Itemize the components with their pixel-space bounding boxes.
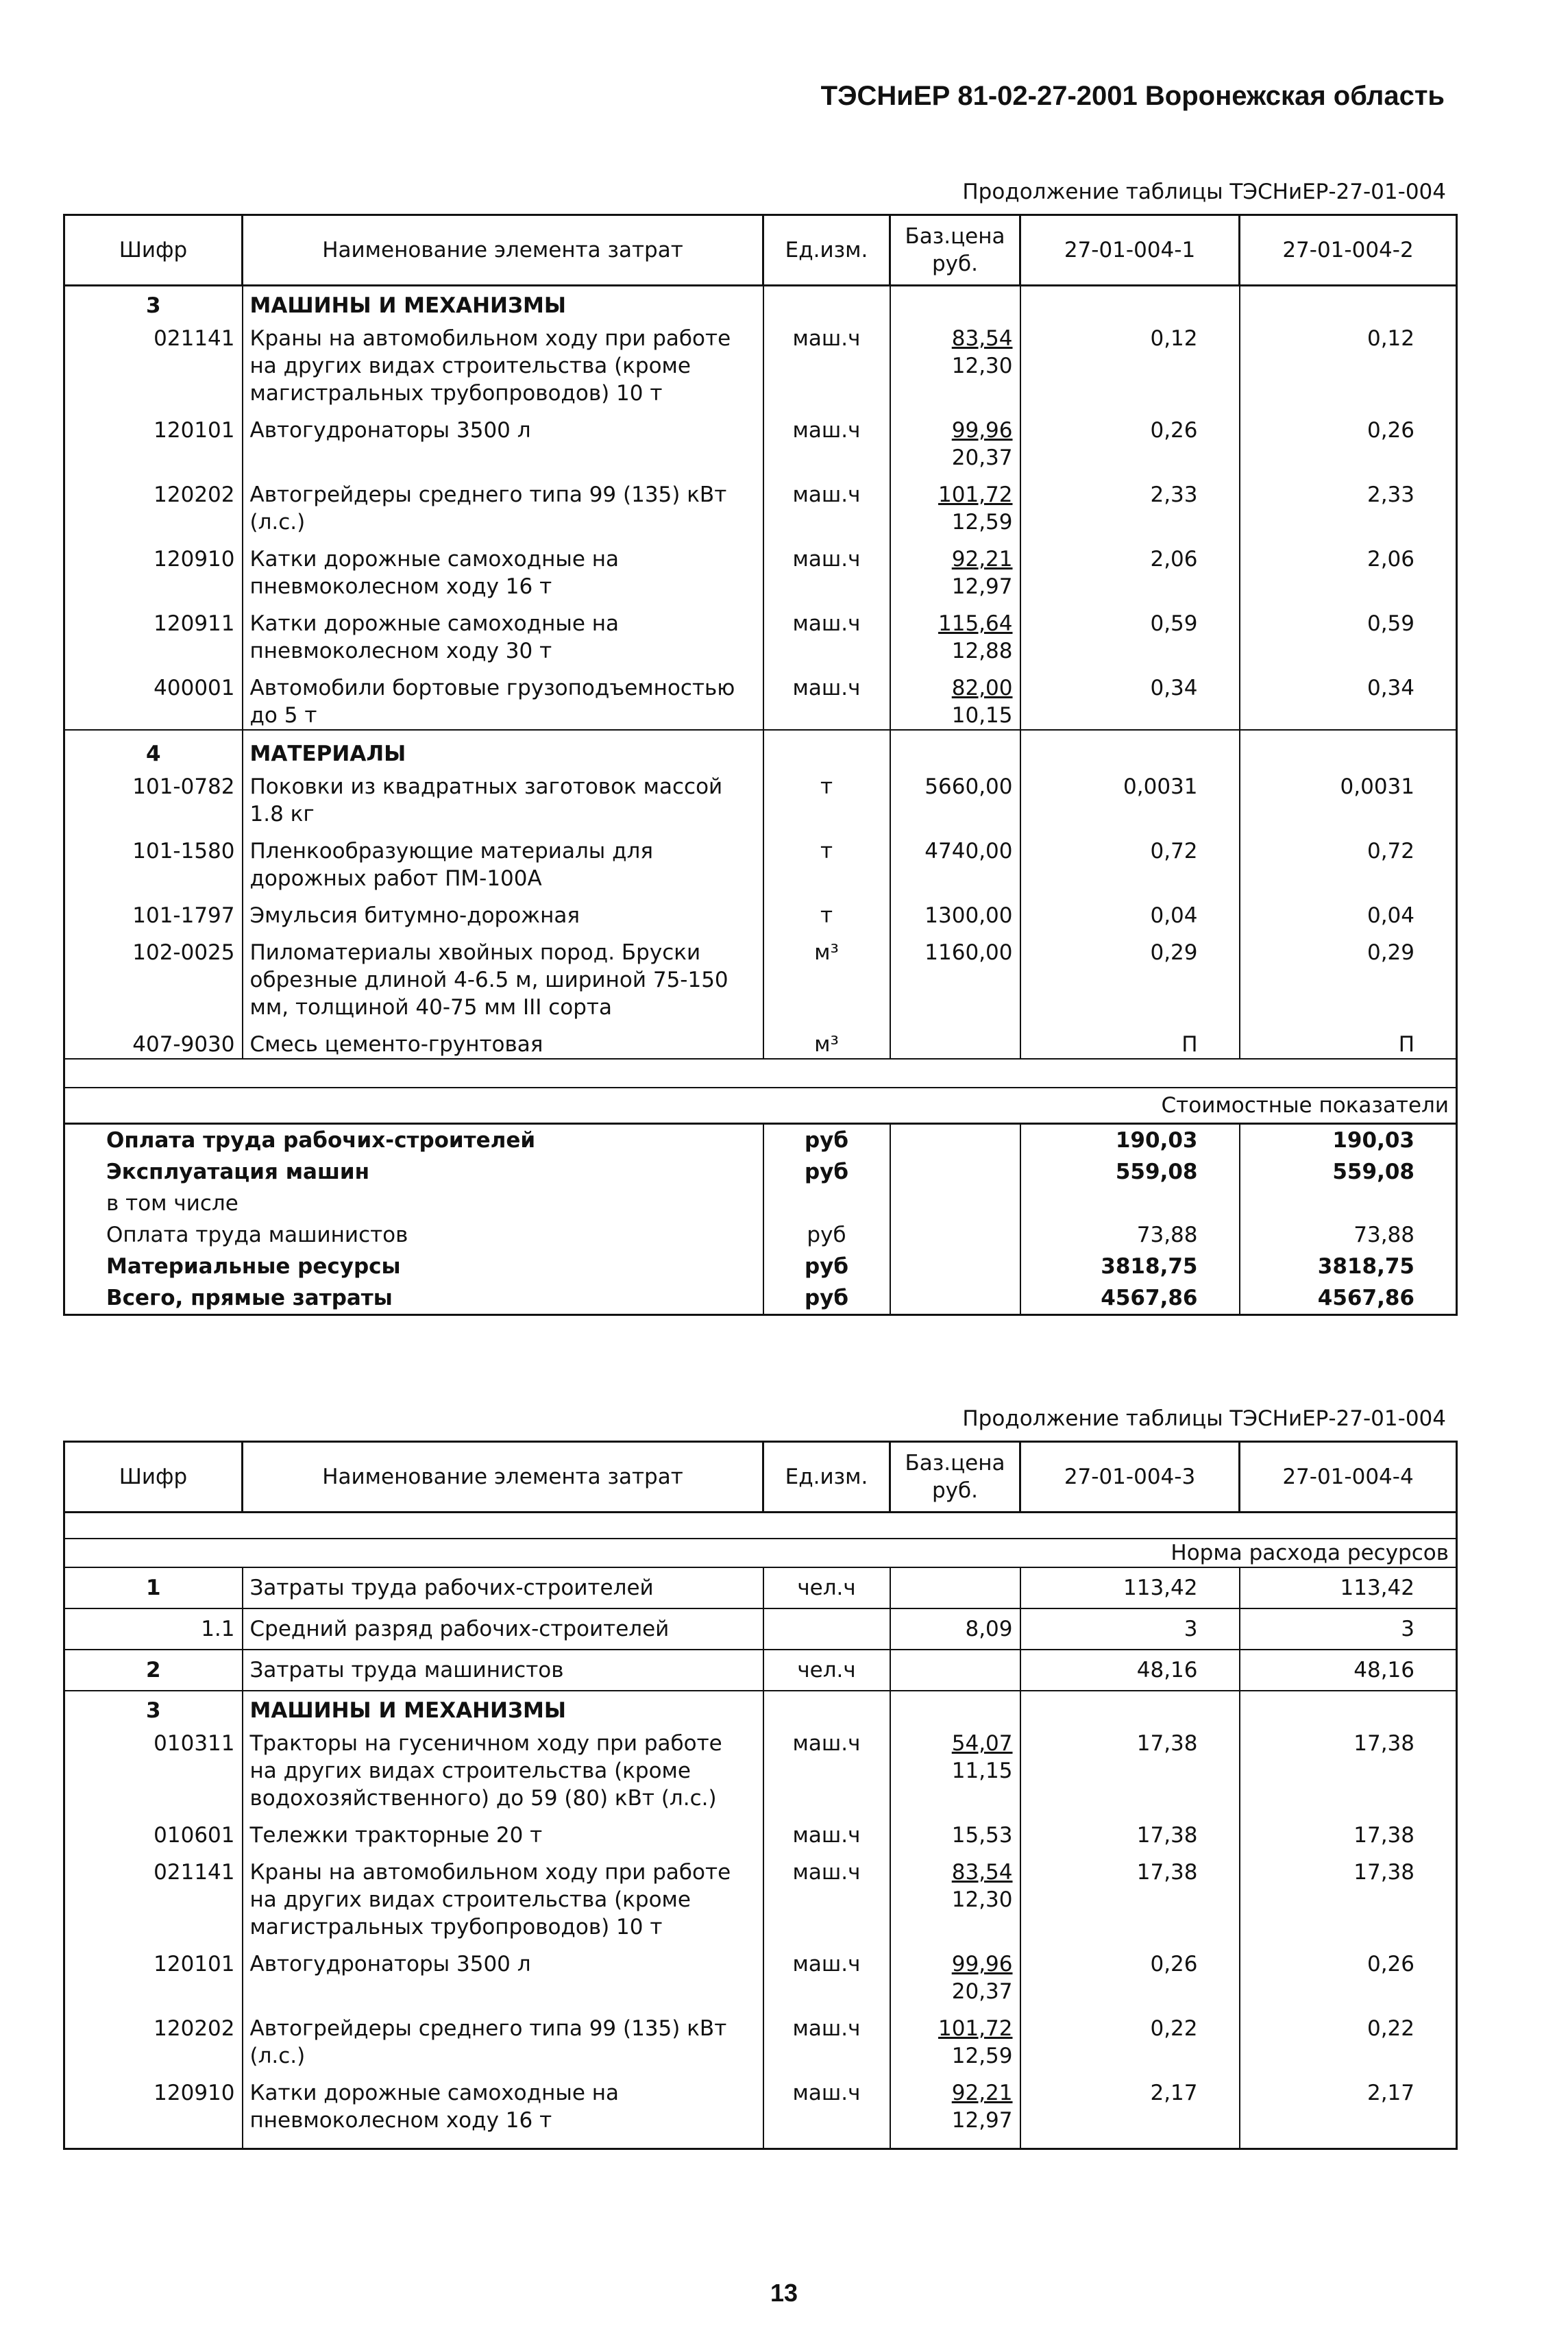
empty-cell — [1240, 286, 1457, 320]
row-unit: м³ — [763, 929, 890, 1021]
table-row — [64, 1812, 1457, 1849]
operator-wage: 12,97 — [951, 574, 1013, 599]
base-price: 83,54 — [951, 326, 1013, 351]
cost-value-a: 4567,86 — [1020, 1282, 1240, 1315]
section-code: 3 — [64, 286, 243, 320]
section-row — [64, 1691, 1457, 1724]
row-value-a: 0,34 — [1020, 665, 1240, 730]
row-value-b: 0,29 — [1240, 929, 1457, 1021]
row-price — [890, 1650, 1020, 1691]
section-title: МАШИНЫ И МЕХАНИЗМЫ — [243, 286, 763, 320]
row-value-b: 17,38 — [1240, 1812, 1457, 1849]
empty-cell — [763, 1691, 890, 1724]
section-row — [64, 286, 1457, 320]
table-row — [64, 665, 1457, 730]
cost-unit — [763, 1188, 890, 1219]
table-row — [64, 768, 1457, 828]
base-price-cell — [890, 1812, 1020, 1849]
col-unit-header: Ед.изм. — [763, 1442, 890, 1513]
row-name: Средний разряд рабочих-строителей — [243, 1608, 763, 1650]
cost-row — [64, 1282, 1457, 1315]
document-header: ТЭСНиЕР 81-02-27-2001 Воронежская область — [820, 81, 1445, 111]
table-row — [64, 929, 1457, 1021]
col-a-header: 27-01-004-1 — [1020, 215, 1240, 286]
table2-caption: Продолжение таблицы ТЭСНиЕР-27-01-004 — [962, 1406, 1446, 1431]
row-unit: т — [763, 828, 890, 892]
empty-cell — [243, 2134, 763, 2149]
row-name: Тележки тракторные 20 т — [243, 1812, 763, 1849]
col-name-header: Наименование элемента затрат — [243, 215, 763, 286]
row-name: Затраты труда рабочих-строителей — [243, 1567, 763, 1608]
row-value-b: 0,04 — [1240, 892, 1457, 929]
section-code: 3 — [64, 1691, 243, 1724]
row-name: Катки дорожные самоходные на пневмоколесном ходу 30 т — [243, 600, 763, 665]
base-price-cell — [890, 1849, 1020, 1941]
row-price: 8,09 — [890, 1608, 1020, 1650]
table-row — [64, 1941, 1457, 2005]
base-price: 1160,00 — [924, 940, 1013, 965]
row-value-b: 0,26 — [1240, 1941, 1457, 2005]
row-value-b: 0,22 — [1240, 2005, 1457, 2070]
labor-row — [64, 1650, 1457, 1691]
base-price: 99,96 — [951, 1952, 1013, 1976]
row-name: Пленкообразующие материалы для дорожных работ ПМ-100А — [243, 828, 763, 892]
norm-header: Норма расхода ресурсов — [64, 1539, 1457, 1567]
row-code: 120910 — [64, 2070, 243, 2134]
empty-cell — [890, 1251, 1020, 1282]
empty-cell — [763, 2134, 890, 2149]
base-price-cell — [890, 472, 1020, 536]
section-title: МАТЕРИАЛЫ — [243, 730, 763, 768]
row-value-b: 17,38 — [1240, 1724, 1457, 1812]
row-unit: маш.ч — [763, 665, 890, 730]
row-code: 407-9030 — [64, 1021, 243, 1059]
base-price-cell — [890, 1724, 1020, 1812]
cost-header: Стоимостные показатели — [64, 1088, 1457, 1124]
cost-value-b: 73,88 — [1240, 1219, 1457, 1251]
row-value-a: 0,72 — [1020, 828, 1240, 892]
row-unit: маш.ч — [763, 2070, 890, 2134]
row-value-a: П — [1020, 1021, 1240, 1059]
empty-cell — [1020, 1691, 1240, 1724]
row-value-a: 0,12 — [1020, 319, 1240, 407]
cost-unit: руб — [763, 1219, 890, 1251]
labor-row — [64, 1608, 1457, 1650]
operator-wage: 12,30 — [951, 1887, 1013, 1912]
row-value-a: 113,42 — [1020, 1567, 1240, 1608]
row-value-a: 17,38 — [1020, 1724, 1240, 1812]
row-value-b: 0,72 — [1240, 828, 1457, 892]
row-name: Смесь цементо-грунтовая — [243, 1021, 763, 1059]
empty-cell — [763, 730, 890, 768]
row-name: Тракторы на гусеничном ходу при работе на других видах строительства (кроме водохозяйственного) до 59 (80) кВт (л.с.) — [243, 1724, 763, 1812]
empty-cell — [1020, 730, 1240, 768]
cost-value-a: 190,03 — [1020, 1124, 1240, 1157]
row-value-a: 0,22 — [1020, 2005, 1240, 2070]
cost-label: Оплата труда рабочих-строителей — [64, 1124, 763, 1157]
cost-unit: руб — [763, 1251, 890, 1282]
empty-cell — [1240, 730, 1457, 768]
row-code: 021141 — [64, 319, 243, 407]
row-value-a: 0,04 — [1020, 892, 1240, 929]
col-b-header: 27-01-004-2 — [1240, 215, 1457, 286]
row-code: 101-1797 — [64, 892, 243, 929]
operator-wage: 11,15 — [951, 1759, 1013, 1783]
row-unit: маш.ч — [763, 1724, 890, 1812]
empty-cell — [890, 1219, 1020, 1251]
row-value-a: 2,06 — [1020, 536, 1240, 600]
section-title: МАШИНЫ И МЕХАНИЗМЫ — [243, 1691, 763, 1724]
cost-label: Всего, прямые затраты — [64, 1282, 763, 1315]
section-code: 4 — [64, 730, 243, 768]
base-price-cell — [890, 665, 1020, 730]
cost-label: Эксплуатация машин — [64, 1156, 763, 1188]
base-price-cell — [890, 1941, 1020, 2005]
row-code: 120202 — [64, 472, 243, 536]
cost-row — [64, 1188, 1457, 1219]
row-unit: маш.ч — [763, 1812, 890, 1849]
row-code: 120202 — [64, 2005, 243, 2070]
base-price-cell — [890, 929, 1020, 1021]
table-row — [64, 892, 1457, 929]
operator-wage: 12,30 — [951, 354, 1013, 378]
spacer-row — [64, 1059, 1457, 1088]
cost-unit: руб — [763, 1156, 890, 1188]
row-code: 120910 — [64, 536, 243, 600]
row-code: 101-0782 — [64, 768, 243, 828]
cost-row — [64, 1156, 1457, 1188]
base-price-cell — [890, 828, 1020, 892]
row-unit: маш.ч — [763, 1849, 890, 1941]
base-price-cell — [890, 892, 1020, 929]
row-value-b: 0,26 — [1240, 407, 1457, 472]
row-name: Автогудронаторы 3500 л — [243, 407, 763, 472]
col-price-header: Баз.цена руб. — [890, 215, 1020, 286]
row-name: Катки дорожные самоходные на пневмоколесном ходу 16 т — [243, 2070, 763, 2134]
row-unit: маш.ч — [763, 536, 890, 600]
base-price: 115,64 — [938, 611, 1013, 636]
col-code-header: Шифр — [64, 1442, 243, 1513]
row-unit: т — [763, 892, 890, 929]
row-value-b: 0,34 — [1240, 665, 1457, 730]
base-price-cell — [890, 1021, 1020, 1059]
row-value-a: 0,59 — [1020, 600, 1240, 665]
cost-label: Оплата труда машинистов — [64, 1219, 763, 1251]
empty-cell — [890, 730, 1020, 768]
base-price: 5660,00 — [924, 774, 1013, 799]
col-a-header: 27-01-004-3 — [1020, 1442, 1240, 1513]
table-row — [64, 319, 1457, 407]
empty-cell — [890, 1691, 1020, 1724]
resource-table-2 — [63, 1441, 1458, 2150]
base-price: 54,07 — [951, 1731, 1013, 1756]
empty-cell — [64, 2134, 243, 2149]
cost-value-a: 73,88 — [1020, 1219, 1240, 1251]
row-code: 1.1 — [64, 1608, 243, 1650]
row-name: Краны на автомобильном ходу при работе на других видах строительства (кроме магистральных трубопроводов) 10 т — [243, 1849, 763, 1941]
section-row — [64, 730, 1457, 768]
row-code: 021141 — [64, 1849, 243, 1941]
col-price-header: Баз.цена руб. — [890, 1442, 1020, 1513]
row-value-b: 2,17 — [1240, 2070, 1457, 2134]
row-value-b: П — [1240, 1021, 1457, 1059]
col-name-header: Наименование элемента затрат — [243, 1442, 763, 1513]
cost-value-b: 3818,75 — [1240, 1251, 1457, 1282]
table2-header-row — [64, 1442, 1457, 1513]
table-row — [64, 407, 1457, 472]
cost-label: Материальные ресурсы — [64, 1251, 763, 1282]
empty-cell — [890, 1124, 1020, 1157]
row-code: 010311 — [64, 1724, 243, 1812]
row-code: 102-0025 — [64, 929, 243, 1021]
row-value-a: 0,0031 — [1020, 768, 1240, 828]
base-price-cell — [890, 2005, 1020, 2070]
table-row — [64, 600, 1457, 665]
table-end-row — [64, 2134, 1457, 2149]
table-row — [64, 1021, 1457, 1059]
base-price-cell — [890, 600, 1020, 665]
row-price — [890, 1567, 1020, 1608]
cost-row — [64, 1219, 1457, 1251]
row-code: 2 — [64, 1650, 243, 1691]
row-name: Краны на автомобильном ходу при работе на других видах строительства (кроме магистральных трубопроводов) 10 т — [243, 319, 763, 407]
base-price: 82,00 — [951, 676, 1013, 700]
labor-row — [64, 1567, 1457, 1608]
table1-header-row — [64, 215, 1457, 286]
row-value-a: 0,26 — [1020, 407, 1240, 472]
empty-cell — [763, 286, 890, 320]
cost-value-b: 4567,86 — [1240, 1282, 1457, 1315]
base-price: 15,53 — [951, 1823, 1013, 1848]
table-row — [64, 472, 1457, 536]
row-name: Поковки из квадратных заготовок массой 1.8 кг — [243, 768, 763, 828]
cost-value-b: 559,08 — [1240, 1156, 1457, 1188]
resource-table-1 — [63, 214, 1458, 1316]
row-unit — [763, 1608, 890, 1650]
cost-value-a: 559,08 — [1020, 1156, 1240, 1188]
base-price-cell — [890, 768, 1020, 828]
base-price: 101,72 — [938, 2016, 1013, 2041]
col-unit-header: Ед.изм. — [763, 215, 890, 286]
row-unit: чел.ч — [763, 1650, 890, 1691]
row-value-a: 17,38 — [1020, 1812, 1240, 1849]
cost-row — [64, 1251, 1457, 1282]
cost-header-row — [64, 1088, 1457, 1124]
base-price-cell — [890, 2070, 1020, 2134]
base-price: 101,72 — [938, 482, 1013, 507]
empty-cell — [1020, 286, 1240, 320]
cost-unit: руб — [763, 1124, 890, 1157]
row-code: 101-1580 — [64, 828, 243, 892]
row-code: 120101 — [64, 1941, 243, 2005]
operator-wage: 12,97 — [951, 2108, 1013, 2133]
base-price: 92,21 — [951, 547, 1013, 572]
col-code-header: Шифр — [64, 215, 243, 286]
row-value-a: 0,29 — [1020, 929, 1240, 1021]
empty-cell — [890, 2134, 1020, 2149]
base-price: 4740,00 — [924, 839, 1013, 864]
row-unit: т — [763, 768, 890, 828]
row-value-a: 3 — [1020, 1608, 1240, 1650]
row-value-b: 113,42 — [1240, 1567, 1457, 1608]
row-name: Автогудронаторы 3500 л — [243, 1941, 763, 2005]
cost-value-a — [1020, 1188, 1240, 1219]
row-code: 1 — [64, 1567, 243, 1608]
row-value-b: 0,0031 — [1240, 768, 1457, 828]
row-name: Катки дорожные самоходные на пневмоколесном ходу 16 т — [243, 536, 763, 600]
row-value-b: 0,12 — [1240, 319, 1457, 407]
table-row — [64, 536, 1457, 600]
cost-value-b — [1240, 1188, 1457, 1219]
row-value-b: 2,06 — [1240, 536, 1457, 600]
empty-cell — [64, 1513, 1457, 1539]
row-unit: м³ — [763, 1021, 890, 1059]
row-code: 120911 — [64, 600, 243, 665]
table-row — [64, 1849, 1457, 1941]
row-name: Эмульсия битумно-дорожная — [243, 892, 763, 929]
row-value-a: 0,26 — [1020, 1941, 1240, 2005]
row-name: Пиломатериалы хвойных пород. Бруски обрезные длиной 4-6.5 м, шириной 75-150 мм, толщиной 40-75 мм III сорта — [243, 929, 763, 1021]
empty-cell — [890, 286, 1020, 320]
operator-wage: 20,37 — [951, 1979, 1013, 2004]
norm-header-row — [64, 1539, 1457, 1567]
empty-cell — [890, 1156, 1020, 1188]
table-row — [64, 2070, 1457, 2134]
operator-wage: 12,59 — [951, 510, 1013, 535]
cost-value-a: 3818,75 — [1020, 1251, 1240, 1282]
base-price-cell — [890, 407, 1020, 472]
cost-row — [64, 1124, 1457, 1157]
row-value-a: 2,17 — [1020, 2070, 1240, 2134]
empty-cell — [1240, 1691, 1457, 1724]
base-price-cell — [890, 319, 1020, 407]
spacer-row — [64, 1513, 1457, 1539]
base-price-cell — [890, 536, 1020, 600]
base-price: 1300,00 — [924, 903, 1013, 928]
operator-wage: 12,88 — [951, 639, 1013, 663]
base-price: 99,96 — [951, 418, 1013, 443]
table-row — [64, 2005, 1457, 2070]
row-code: 400001 — [64, 665, 243, 730]
row-name: Затраты труда машинистов — [243, 1650, 763, 1691]
row-unit: маш.ч — [763, 2005, 890, 2070]
row-value-b: 0,59 — [1240, 600, 1457, 665]
row-unit: маш.ч — [763, 600, 890, 665]
cost-label: в том числе — [64, 1188, 763, 1219]
row-code: 010601 — [64, 1812, 243, 1849]
row-unit: маш.ч — [763, 1941, 890, 2005]
empty-cell — [1240, 2134, 1457, 2149]
row-value-b: 48,16 — [1240, 1650, 1457, 1691]
table-row — [64, 828, 1457, 892]
row-value-b: 2,33 — [1240, 472, 1457, 536]
cost-unit: руб — [763, 1282, 890, 1315]
row-unit: маш.ч — [763, 407, 890, 472]
row-value-b: 17,38 — [1240, 1849, 1457, 1941]
operator-wage: 20,37 — [951, 445, 1013, 470]
row-unit: маш.ч — [763, 472, 890, 536]
page-number: 13 — [770, 2279, 798, 2307]
table1-caption: Продолжение таблицы ТЭСНиЕР-27-01-004 — [962, 180, 1446, 204]
row-name: Автогрейдеры среднего типа 99 (135) кВт (л.с.) — [243, 472, 763, 536]
row-value-a: 17,38 — [1020, 1849, 1240, 1941]
row-code: 120101 — [64, 407, 243, 472]
row-value-a: 48,16 — [1020, 1650, 1240, 1691]
row-name: Автогрейдеры среднего типа 99 (135) кВт (л.с.) — [243, 2005, 763, 2070]
base-price: 92,21 — [951, 2081, 1013, 2105]
col-b-header: 27-01-004-4 — [1240, 1442, 1457, 1513]
base-price: 83,54 — [951, 1860, 1013, 1885]
empty-cell — [64, 1059, 1457, 1088]
table-row — [64, 1724, 1457, 1812]
row-value-b: 3 — [1240, 1608, 1457, 1650]
empty-cell — [890, 1188, 1020, 1219]
cost-value-b: 190,03 — [1240, 1124, 1457, 1157]
row-name: Автомобили бортовые грузоподъемностью до 5 т — [243, 665, 763, 730]
row-unit: чел.ч — [763, 1567, 890, 1608]
operator-wage: 12,59 — [951, 2044, 1013, 2068]
operator-wage: 10,15 — [951, 703, 1013, 728]
row-unit: маш.ч — [763, 319, 890, 407]
row-value-a: 2,33 — [1020, 472, 1240, 536]
empty-cell — [890, 1282, 1020, 1315]
empty-cell — [1020, 2134, 1240, 2149]
